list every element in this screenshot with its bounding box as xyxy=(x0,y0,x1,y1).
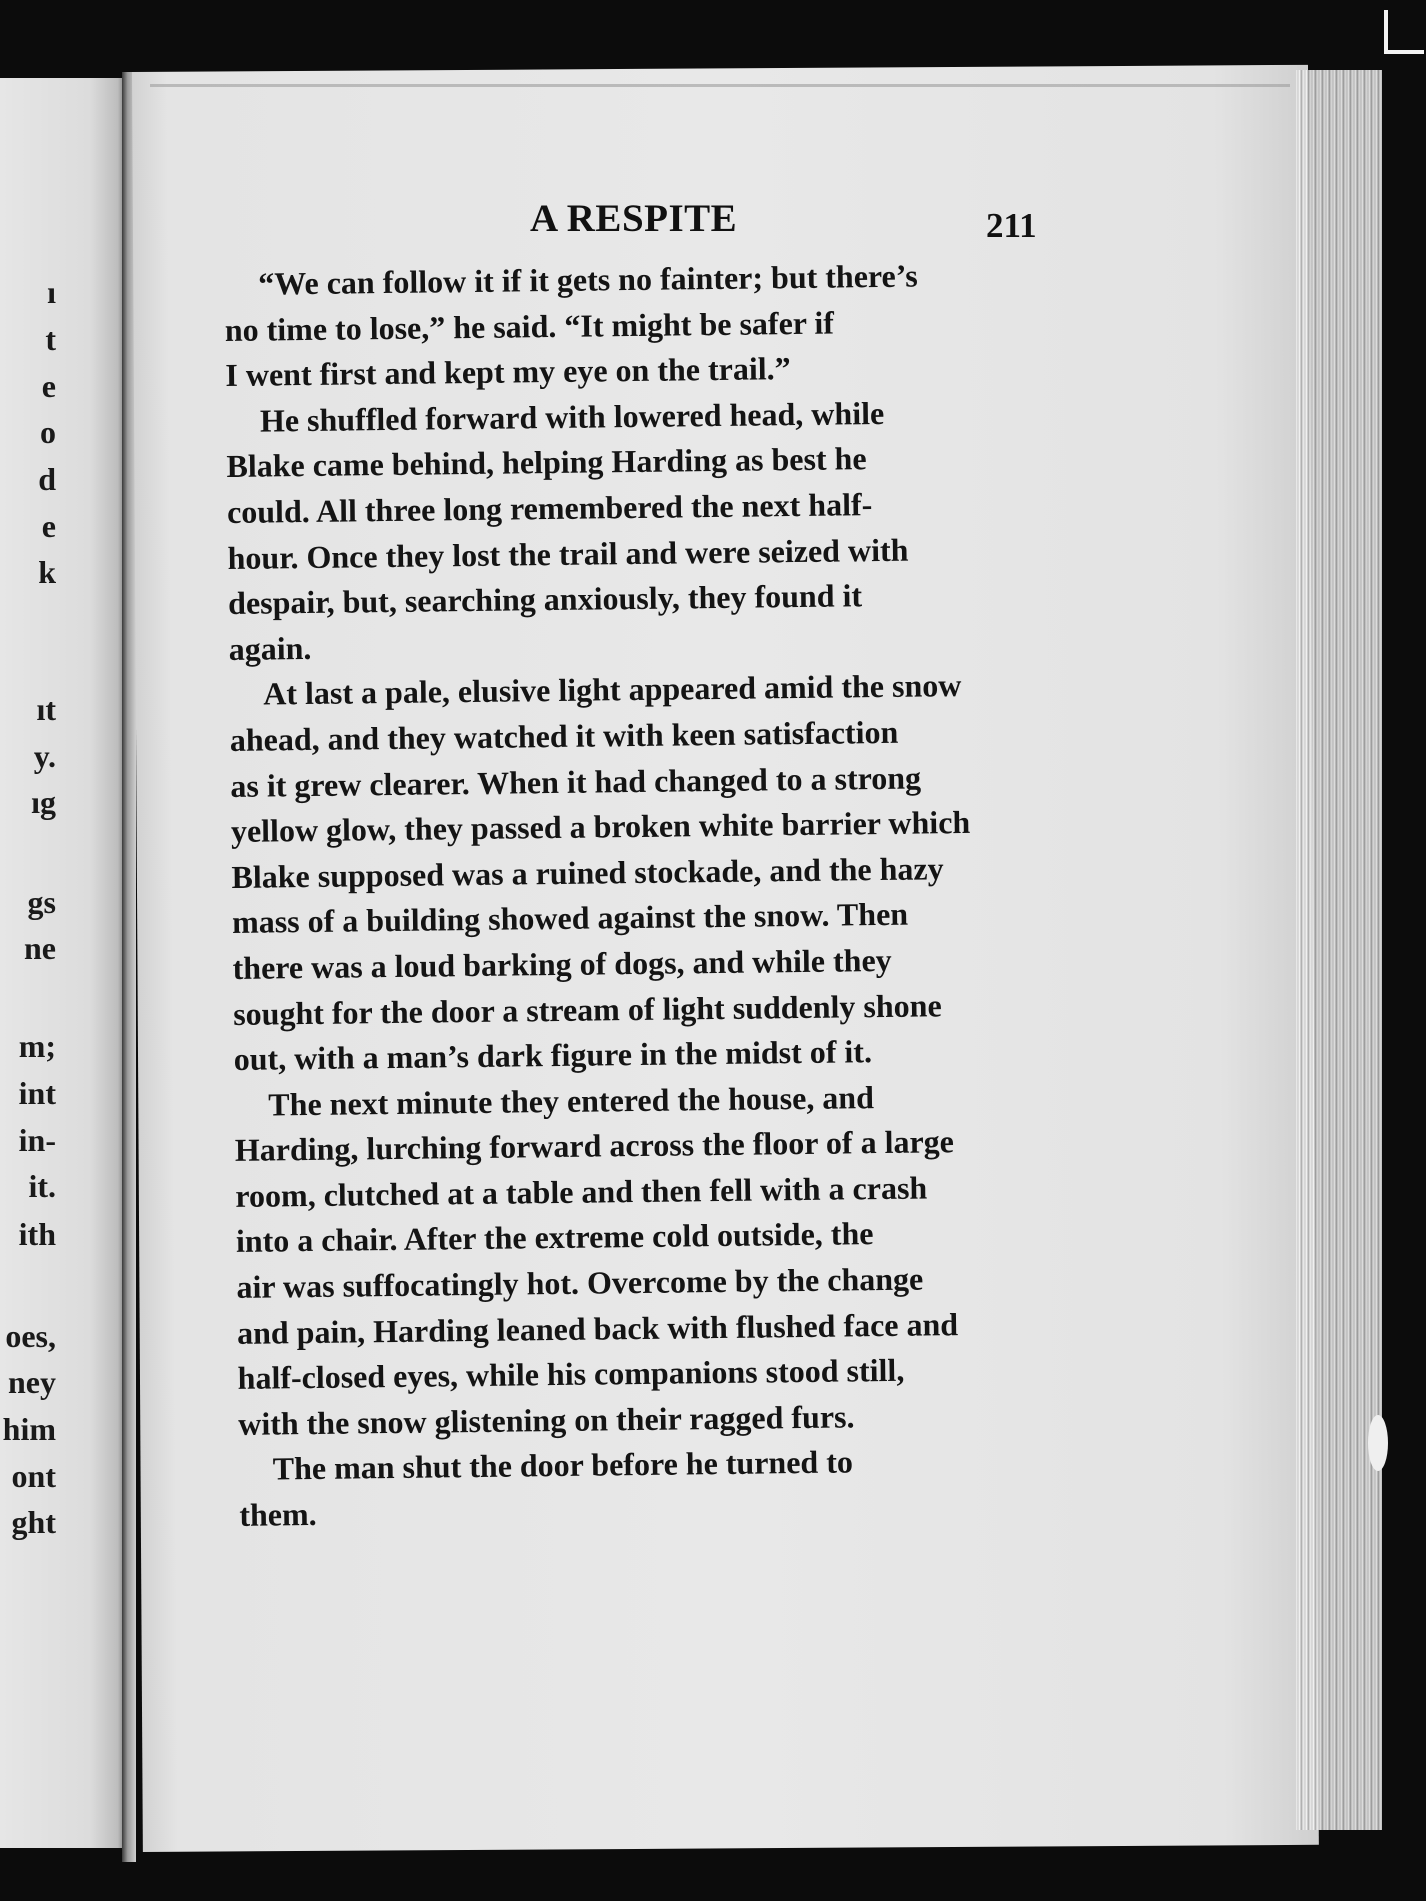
text-line: hour. Once they lost the trail and were seized with xyxy=(227,531,909,576)
text-line: with the snow glistening on their ragged furs. xyxy=(237,1398,855,1442)
text-line: yellow glow, they passed a broken white barrier which xyxy=(230,804,971,850)
page-edge-mark xyxy=(1368,1415,1388,1471)
left-fragment: oes, xyxy=(5,1318,56,1354)
left-fragment: ith xyxy=(18,1216,56,1252)
left-fragment: ne xyxy=(24,930,56,966)
left-fragment: d xyxy=(38,461,56,497)
text-line: I went first and kept my eye on the trail.” xyxy=(225,350,791,394)
text-line: The next minute they entered the house, and xyxy=(268,1078,875,1123)
left-fragment: y. xyxy=(33,738,56,774)
page-top-edge xyxy=(150,84,1290,87)
text-line: into a chair. After the extreme cold outside, the xyxy=(235,1215,874,1260)
text-line: them. xyxy=(239,1495,317,1533)
left-fragment: e xyxy=(41,368,56,404)
body-text xyxy=(224,252,1056,1538)
left-fragment: ı xyxy=(47,274,56,310)
text-line: Blake came behind, helping Harding as best he xyxy=(226,440,867,485)
left-fragment: int xyxy=(18,1075,56,1111)
text-line: “We can follow it if it gets no fainter; but there’s xyxy=(258,257,918,302)
text-line: room, clutched at a table and then fell with a crash xyxy=(235,1169,928,1214)
left-fragment: ıg xyxy=(31,784,56,820)
left-fragment: in- xyxy=(18,1122,56,1158)
text-line: and pain, Harding leaned back with flushed face and xyxy=(236,1305,959,1351)
running-header-title: A RESPITE xyxy=(530,197,738,240)
left-fragment: m; xyxy=(18,1028,56,1064)
text-line: At last a pale, elusive light appeared amid the snow xyxy=(263,667,962,712)
text-line: there was a loud barking of dogs, and while they xyxy=(232,941,892,986)
text-line: no time to lose,” he said. “It might be safer if xyxy=(224,304,835,348)
left-fragment: ght xyxy=(11,1504,56,1540)
text-line: The man shut the door before he turned to xyxy=(272,1443,854,1487)
text-line: air was suffocatingly hot. Overcome by the change xyxy=(236,1260,924,1305)
left-fragment: ont xyxy=(11,1458,56,1494)
text-line: again. xyxy=(228,629,312,667)
text-line: out, with a man’s dark figure in the midst of it. xyxy=(233,1033,873,1078)
corner-bracket-mark xyxy=(1384,10,1424,54)
left-fragment: him xyxy=(2,1411,56,1447)
left-fragment: t xyxy=(45,321,56,357)
text-line: Harding, lurching forward across the floor of a large xyxy=(234,1123,955,1169)
text-line: Blake supposed was a ruined stockade, and the hazy xyxy=(231,849,944,895)
left-fragment: ıt xyxy=(36,691,56,727)
text-line: half-closed eyes, while his companions stood still, xyxy=(237,1352,905,1397)
page-number: 211 xyxy=(986,206,1037,245)
text-line: mass of a building showed against the snow. Then xyxy=(231,896,909,941)
left-fragment: e xyxy=(41,508,56,544)
text-line: as it grew clearer. When it had changed to a strong xyxy=(230,759,922,804)
left-page-text-fragments xyxy=(0,78,128,1848)
text-line: ahead, and they watched it with keen satisfaction xyxy=(229,713,899,758)
text-line: He shuffled forward with lowered head, while xyxy=(259,394,885,439)
left-fragment: k xyxy=(38,554,56,590)
left-page xyxy=(0,78,128,1848)
text-line: sought for the door a stream of light suddenly shone xyxy=(232,986,942,1032)
left-fragment: o xyxy=(40,414,56,450)
text-line: could. All three long remembered the next half- xyxy=(226,486,873,530)
left-fragment: gs xyxy=(27,884,56,920)
left-fragment: it. xyxy=(28,1168,56,1204)
text-line: despair, but, searching anxiously, they found it xyxy=(227,577,863,622)
page-edges xyxy=(1296,70,1382,1830)
left-fragment: ney xyxy=(8,1364,56,1400)
